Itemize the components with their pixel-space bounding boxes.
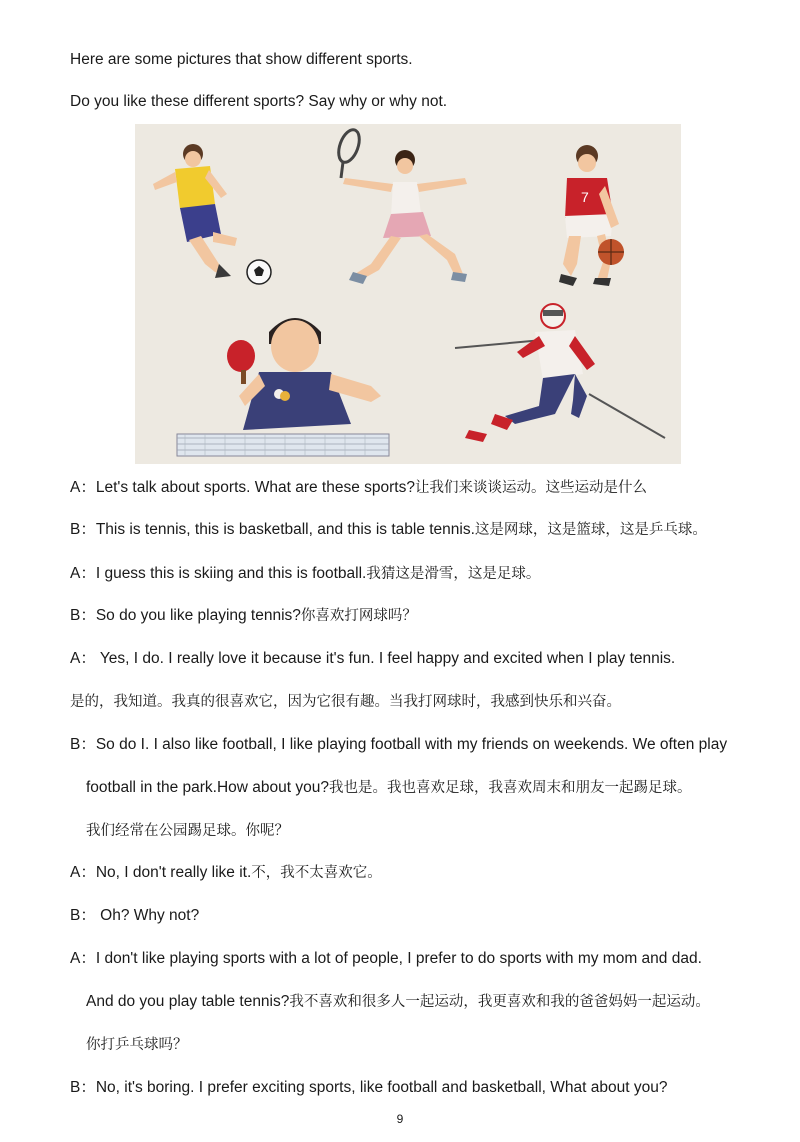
tennis-player bbox=[335, 127, 467, 284]
dialogue-translation: 我猜这是滑雪，这是足球。 bbox=[366, 566, 541, 582]
ping-pong-paddle bbox=[227, 340, 255, 384]
dialogue-text: A：No, I don't really like it. bbox=[70, 864, 252, 881]
dialogue-translation: 我不喜欢和很多人一起运动，我更喜欢和我的爸爸妈妈一起运动。 bbox=[289, 994, 710, 1010]
dialogue-line-6 bbox=[70, 691, 770, 713]
dialogue-text: B：So do you like playing tennis? bbox=[70, 607, 301, 624]
basketball bbox=[598, 239, 624, 265]
football-player bbox=[153, 144, 237, 278]
dialogue-translation: 我也是。我也喜欢足球，我喜欢周末和朋友一起踢足球。 bbox=[329, 780, 692, 796]
dialogue-translation: 你打乒乓球吗？ bbox=[86, 1037, 188, 1053]
ping-pong-table-net bbox=[177, 434, 389, 456]
dialogue-line-13 bbox=[86, 991, 770, 1013]
dialogue-text: B： Oh? Why not? bbox=[70, 907, 200, 924]
jersey-number: 7 bbox=[581, 189, 589, 205]
intro-line-1: Here are some pictures that show different sports. bbox=[70, 51, 413, 68]
dialogue-translation: 不，我不太喜欢它。 bbox=[251, 865, 382, 881]
dialogue-line-4 bbox=[70, 605, 770, 627]
dialogue-line-9 bbox=[86, 820, 770, 842]
skier bbox=[455, 304, 665, 442]
dialogue-line-15 bbox=[70, 1077, 770, 1099]
soccer-ball bbox=[247, 260, 271, 284]
dialogue-line-12 bbox=[70, 948, 770, 970]
dialogue-translation: 这是网球，这是篮球，这是乒乓球。 bbox=[474, 522, 707, 538]
dialogue-line-3 bbox=[70, 563, 770, 585]
page-number: 9 bbox=[396, 1112, 404, 1126]
sports-illustration bbox=[135, 124, 681, 464]
table-tennis-player bbox=[239, 318, 381, 430]
dialogue-line-2 bbox=[70, 519, 770, 541]
dialogue-line-7 bbox=[70, 734, 770, 756]
dialogue-text: And do you play table tennis? bbox=[86, 993, 290, 1010]
dialogue-translation: 让我们来谈谈运动。这些运动是什么 bbox=[415, 480, 647, 496]
dialogue-line-1 bbox=[70, 477, 770, 499]
dialogue-line-8 bbox=[86, 777, 770, 799]
dialogue-text: A：I don't like playing sports with a lot of people, I prefer to do sports with my mom and dad. bbox=[70, 950, 702, 967]
dialogue-translation: 是的，我知道。我真的很喜欢它，因为它很有趣。当我打网球时，我感到快乐和兴奋。 bbox=[70, 694, 621, 710]
dialogue-text: A： Yes, I do. I really love it because it's fun. I feel happy and excited when I play tennis. bbox=[70, 650, 676, 667]
dialogue-translation: 你喜欢打网球吗？ bbox=[300, 608, 417, 624]
dialogue-text: A：Let's talk about sports. What are these sports? bbox=[70, 479, 415, 496]
sports-illustration-art bbox=[135, 124, 681, 464]
dialogue-translation: 我们经常在公园踢足球。你呢？ bbox=[86, 823, 289, 839]
dialogue-line-5 bbox=[70, 648, 770, 670]
dialogue-text: B：This is tennis, this is basketball, and this is table tennis. bbox=[70, 521, 475, 538]
dialogue-text: B：No, it's boring. I prefer exciting sports, like football and basketball, What about you? bbox=[70, 1079, 668, 1096]
dialogue-line-11 bbox=[70, 905, 770, 927]
dialogue-line-10 bbox=[70, 862, 770, 884]
dialogue-line-14 bbox=[86, 1034, 770, 1056]
dialogue-text: A：I guess this is skiing and this is football. bbox=[70, 565, 367, 582]
dialogue-text: B：So do I. I also like football, I like playing football with my friends on weekends. We often play bbox=[70, 736, 728, 753]
dialogue-text: football in the park.How about you? bbox=[86, 779, 329, 796]
intro-line-2: Do you like these different sports? Say why or why not. bbox=[70, 93, 448, 110]
